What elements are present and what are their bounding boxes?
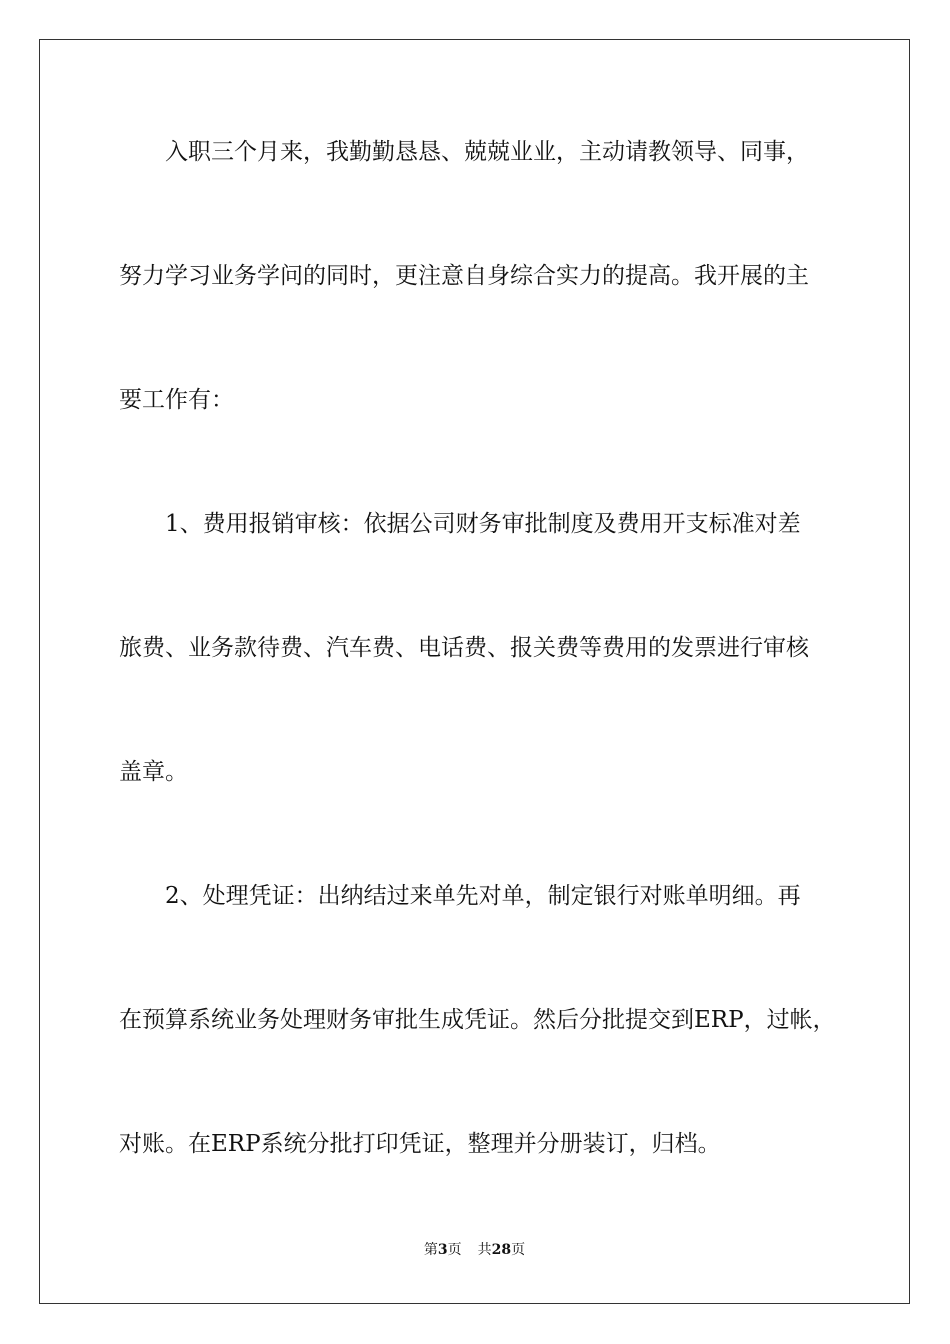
page-suffix: 页 xyxy=(447,1242,462,1258)
total-suffix: 页 xyxy=(511,1242,526,1258)
paragraph-2-line-3: 盖章。 xyxy=(119,759,188,785)
page-number: 3 xyxy=(437,1242,448,1258)
paragraph-1-line-2: 努力学习业务学问的同时，更注意自身综合实力的提高。我开展的主 xyxy=(119,263,809,289)
paragraph-3-line-2: 在预算系统业务处理财务审批生成凭证。然后分批提交到ERP，过帐， xyxy=(119,1007,836,1033)
paragraph-2-line-2: 旅费、业务款待费、汽车费、电话费、报关费等费用的发票进行审核 xyxy=(119,635,809,661)
paragraph-1-line-3: 要工作有： xyxy=(119,387,234,413)
page-footer xyxy=(40,1239,909,1259)
paragraph-3-line-1: 2、处理凭证：出纳结过来单先对单，制定银行对账单明细。再 xyxy=(165,883,801,909)
total-prefix: 共 xyxy=(477,1242,492,1258)
paragraph-3-line-3: 对账。在ERP系统分批打印凭证，整理并分册装订，归档。 xyxy=(119,1131,721,1157)
document-page xyxy=(39,39,910,1304)
paragraph-2-line-1: 1、费用报销审核：依据公司财务审批制度及费用开支标准对差 xyxy=(165,511,801,537)
total-pages: 28 xyxy=(491,1242,512,1258)
page-prefix: 第 xyxy=(423,1242,438,1258)
paragraph-1-line-1: 入职三个月来，我勤勤恳恳、兢兢业业，主动请教领导、同事， xyxy=(165,139,809,165)
